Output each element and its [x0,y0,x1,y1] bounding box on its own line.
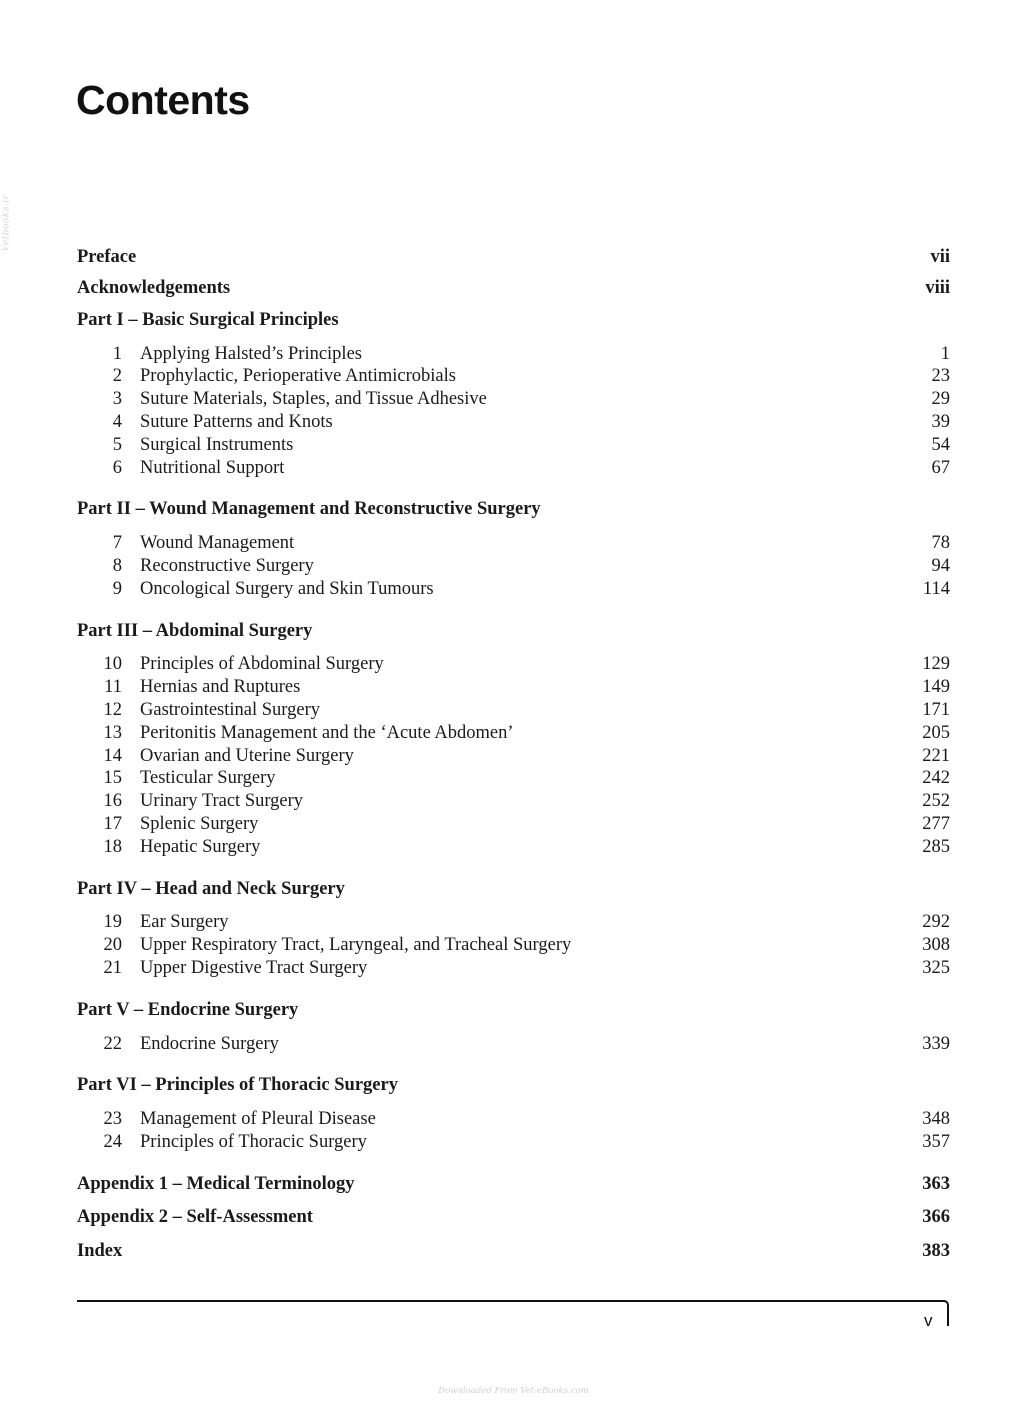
chapter-row[interactable] [77,1033,950,1056]
chapter-row[interactable] [77,343,950,366]
chapter-page: 67 [931,457,950,478]
toc-entry-appendix-2[interactable] [77,1206,950,1229]
chapter-title: Wound Management [140,533,295,554]
chapter-number: 23 [103,1109,122,1130]
chapter-number: 10 [103,654,122,675]
chapter-row[interactable] [77,722,950,745]
chapter-page: 308 [922,935,950,956]
page-number: v [924,1311,933,1330]
chapter-number: 21 [103,957,122,978]
chapter-row[interactable] [77,653,950,676]
chapter-number: 22 [103,1033,122,1054]
chapter-page: 252 [922,791,950,812]
chapter-number: 2 [112,366,122,387]
chapter-row[interactable] [77,434,950,457]
chapter-title: Suture Materials, Staples, and Tissue Adhesive [140,389,487,410]
chapter-number: 15 [103,768,122,789]
part-heading-5: Part V – Endocrine Surgery [77,999,299,1020]
chapter-title: Prophylactic, Perioperative Antimicrobials [140,366,456,387]
chapter-page: 54 [931,434,950,455]
chapter-row[interactable] [77,813,950,836]
chapter-title: Nutritional Support [140,457,285,478]
chapter-page: 221 [922,745,950,766]
chapter-title: Reconstructive Surgery [140,555,314,576]
chapter-title: Management of Pleural Disease [140,1109,376,1130]
chapter-number: 16 [103,791,122,812]
chapter-row[interactable] [77,1108,950,1131]
chapter-title: Ovarian and Uterine Surgery [140,745,354,766]
chapter-row[interactable] [77,836,950,859]
chapter-row[interactable] [77,555,950,578]
chapter-row[interactable] [77,388,950,411]
table-of-contents [77,246,950,1263]
part-heading-4: Part IV – Head and Neck Surgery [77,878,345,899]
chapter-number: 1 [112,343,122,364]
chapter-row[interactable] [77,578,950,601]
chapter-page: 78 [931,533,950,554]
chapter-number: 6 [112,457,122,478]
footer-rule [77,1300,945,1302]
chapter-title: Applying Halsted’s Principles [140,343,362,364]
toc-entry-label: Index [77,1241,123,1262]
chapter-page: 325 [922,957,950,978]
chapter-row[interactable] [77,790,950,813]
chapter-page: 357 [922,1131,950,1152]
chapter-row[interactable] [77,676,950,699]
toc-entry-label: Acknowledgements [77,278,231,299]
chapter-title: Ear Surgery [140,912,229,933]
chapter-number: 12 [103,699,122,720]
chapter-page: 242 [922,768,950,789]
chapter-page: 348 [922,1109,950,1130]
chapter-number: 18 [103,836,122,857]
part-heading-3: Part III – Abdominal Surgery [77,620,313,641]
chapter-number: 7 [112,533,122,554]
chapter-page: 114 [922,578,950,599]
chapter-page: 29 [931,389,950,410]
chapter-title: Peritonitis Management and the ‘Acute Abdomen’ [140,722,514,743]
toc-entry-page: 363 [922,1173,950,1194]
part-heading-1: Part I – Basic Surgical Principles [77,309,339,330]
toc-entry-appendix-1[interactable] [77,1173,950,1196]
side-watermark: Vetbooks.ir [1,194,12,252]
chapter-number: 9 [112,578,122,599]
chapter-title: Suture Patterns and Knots [140,411,333,432]
chapter-page: 205 [922,722,950,743]
part-heading-6: Part VI – Principles of Thoracic Surgery [77,1075,398,1096]
chapter-row[interactable] [77,767,950,790]
chapter-title: Urinary Tract Surgery [140,791,304,812]
chapter-page: 94 [931,555,950,576]
chapter-title: Upper Digestive Tract Surgery [140,957,368,978]
chapter-row[interactable] [77,457,950,480]
chapter-title: Principles of Thoracic Surgery [140,1131,367,1152]
chapter-row[interactable] [77,911,950,934]
chapter-title: Hernias and Ruptures [140,677,301,698]
chapter-number: 13 [103,722,122,743]
chapter-page: 285 [922,836,950,857]
chapter-title: Surgical Instruments [140,434,294,455]
chapter-number: 4 [112,411,122,432]
chapter-row[interactable] [77,1131,950,1154]
chapter-number: 8 [112,555,122,576]
chapter-page: 277 [922,813,950,834]
chapter-title: Principles of Abdominal Surgery [140,654,384,675]
chapter-number: 24 [103,1131,122,1152]
toc-entry-page: viii [925,278,950,299]
chapter-title: Endocrine Surgery [140,1033,279,1054]
chapter-number: 5 [112,434,122,455]
chapter-page: 23 [931,366,950,387]
toc-entry-preface[interactable] [77,246,950,269]
chapter-page: 149 [922,677,950,698]
bottom-watermark: Downloaded From Vet-eBooks.com [438,1386,589,1396]
chapter-number: 17 [103,813,122,834]
chapter-title: Gastrointestinal Surgery [140,699,321,720]
chapter-page: 129 [922,654,950,675]
chapter-row[interactable] [77,532,950,555]
toc-entry-index[interactable] [77,1240,950,1263]
chapter-number: 20 [103,935,122,956]
part-heading-2: Part II – Wound Management and Reconstructive Surgery [77,499,541,520]
chapter-title: Oncological Surgery and Skin Tumours [140,578,434,599]
chapter-row[interactable] [77,957,950,980]
chapter-row[interactable] [77,365,950,388]
toc-entry-acknowledgements[interactable] [77,277,950,300]
chapter-page: 292 [922,912,950,933]
chapter-row[interactable] [77,934,950,957]
chapter-number: 3 [112,389,122,410]
page-title: Contents [76,77,250,123]
chapter-title: Hepatic Surgery [140,836,261,857]
toc-entry-page: 366 [922,1207,950,1228]
chapter-number: 19 [103,912,122,933]
toc-entry-page: vii [930,247,950,267]
chapter-title: Upper Respiratory Tract, Laryngeal, and Tracheal Surgery [140,935,572,956]
chapter-row[interactable] [77,411,950,434]
footer-rule-hook [943,1300,949,1326]
toc-entry-label: Preface [77,247,137,267]
chapter-row[interactable] [77,745,950,768]
chapter-page: 39 [931,411,950,432]
toc-entry-label: Appendix 1 – Medical Terminology [77,1173,355,1194]
chapter-title: Testicular Surgery [140,768,276,789]
chapter-number: 11 [104,677,122,698]
chapter-page: 171 [922,699,950,720]
chapter-page: 339 [922,1033,950,1054]
chapter-number: 14 [103,745,122,766]
toc-entry-label: Appendix 2 – Self-Assessment [77,1207,313,1228]
chapter-title: Splenic Surgery [140,813,259,834]
chapter-row[interactable] [77,699,950,722]
toc-entry-page: 383 [922,1241,950,1262]
chapter-page: 1 [940,343,950,364]
